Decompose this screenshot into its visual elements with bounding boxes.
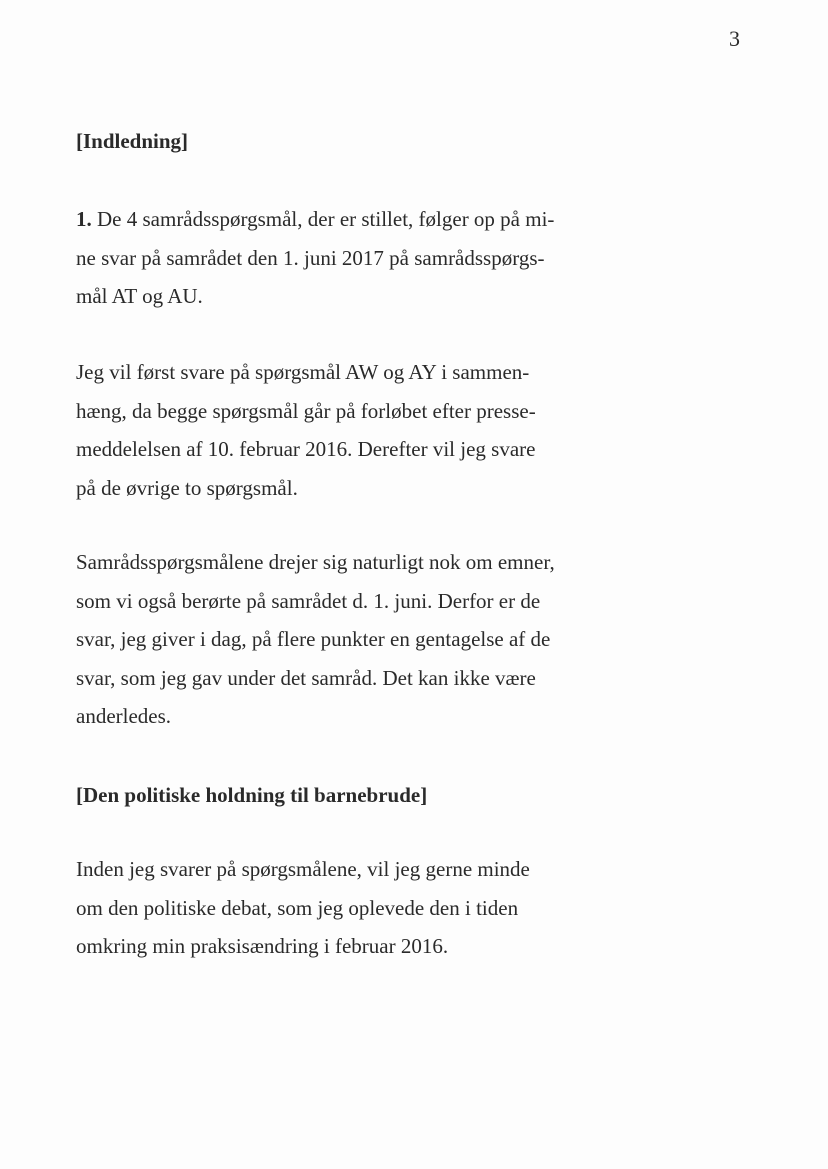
- paragraph-3-line-1: Samrådsspørgsmålene drejer sig naturligt nok om emner,: [76, 550, 555, 574]
- paragraph-2-line-3: meddelelsen af 10. februar 2016. Derefter vil jeg svare: [76, 437, 536, 461]
- paragraph-4-line-1: Inden jeg svarer på spørgsmålene, vil jeg gerne minde: [76, 857, 530, 881]
- paragraph-2-line-2: hæng, da begge spørgsmål går på forløbet efter presse-: [76, 398, 536, 423]
- paragraph-number: 1.: [76, 207, 92, 231]
- page-number: 3: [729, 26, 740, 51]
- paragraph-1: [76, 200, 616, 316]
- paragraph-3-line-2: som vi også berørte på samrådet d. 1. juni. Derfor er de: [76, 588, 541, 613]
- paragraph-4-line-2: om den politiske debat, som jeg oplevede den i tiden: [76, 895, 519, 920]
- section-heading-introduction: [Indledning]: [76, 129, 189, 153]
- paragraph-1-line-2: ne svar på samrådet den 1. juni 2017 på samrådsspørgs-: [76, 245, 545, 270]
- paragraph-2-line-1: Jeg vil først svare på spørgsmål AW og AY i sammen-: [76, 360, 530, 384]
- paragraph-2-line-4: på de øvrige to spørgsmål.: [76, 475, 298, 500]
- paragraph-3-line-3: svar, jeg giver i dag, på flere punkter en gentagelse af de: [76, 627, 551, 651]
- paragraph-3-line-5: anderledes.: [76, 704, 172, 728]
- paragraph-1-line-3: mål AT og AU.: [76, 284, 203, 308]
- paragraph-2: [76, 353, 616, 507]
- paragraph-3-line-4: svar, som jeg gav under det samråd. Det kan ikke være: [76, 665, 536, 690]
- paragraph-3: [76, 543, 616, 736]
- paragraph-4-line-3: omkring min praksisændring i februar 2016.: [76, 934, 449, 958]
- paragraph-4: [76, 850, 616, 966]
- section-heading-political-stance: [Den politiske holdning til barnebrude]: [76, 783, 428, 807]
- paragraph-1-line-1: 1. De 4 samrådsspørgsmål, der er stillet, følger op på mi-: [76, 207, 555, 231]
